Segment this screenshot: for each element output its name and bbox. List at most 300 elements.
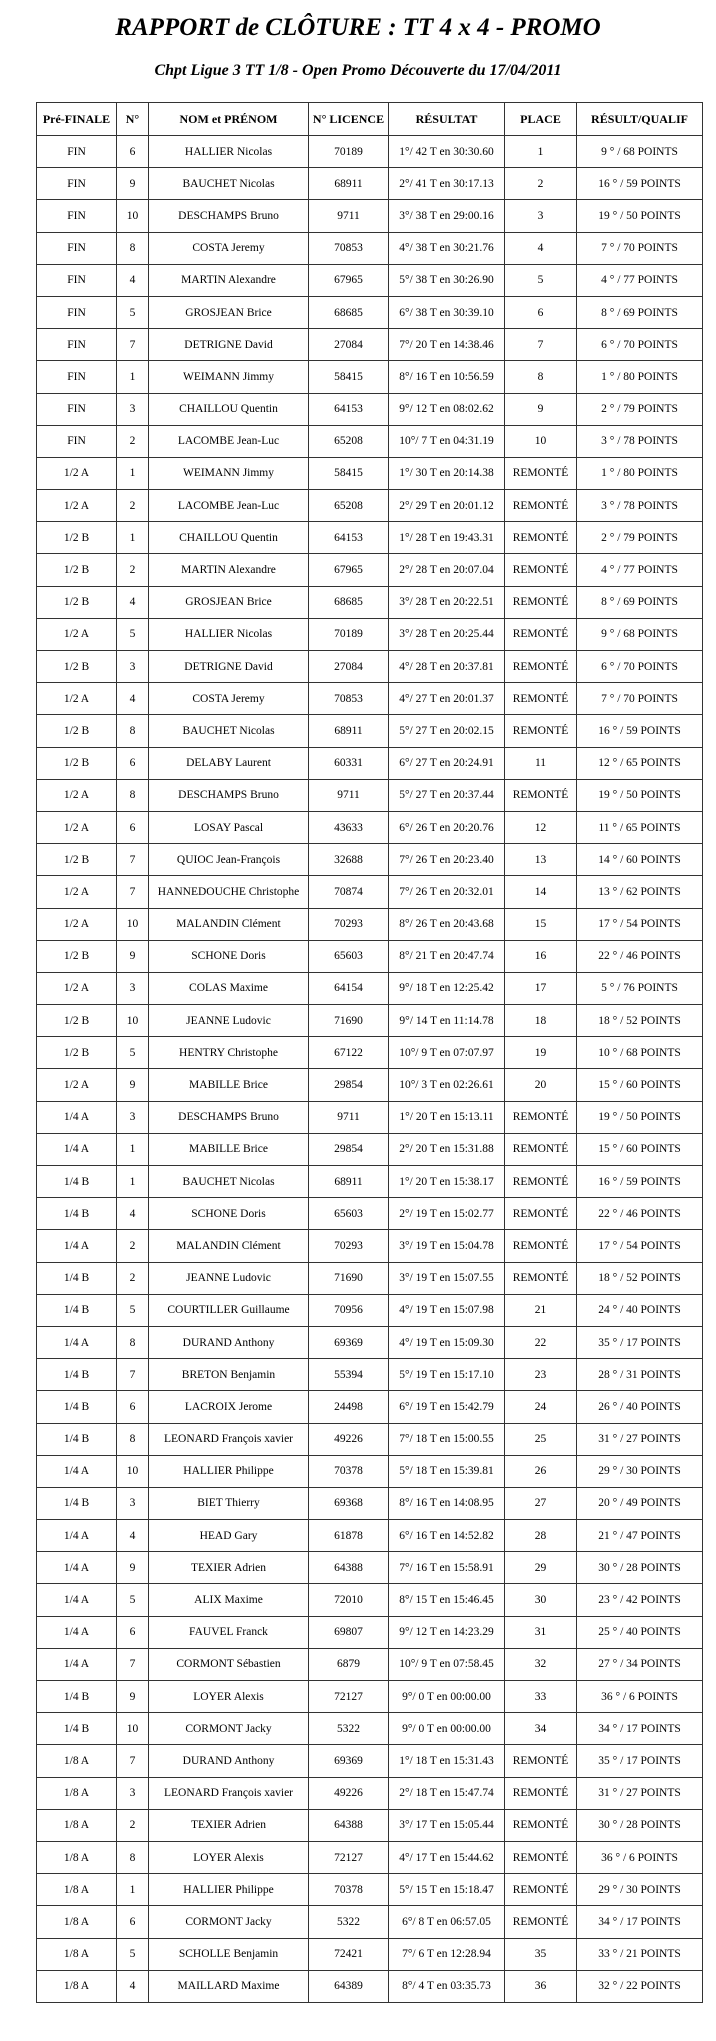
cell-prefinale: 1/4 B — [37, 1681, 117, 1713]
cell-licence: 32688 — [309, 844, 389, 876]
cell-nom-prenom: SCHOLLE Benjamin — [149, 1938, 309, 1970]
cell-resultat: 4°/ 28 T en 20:37.81 — [389, 651, 505, 683]
cell-numero: 7 — [117, 1359, 149, 1391]
cell-prefinale: 1/2 B — [37, 586, 117, 618]
cell-result-qualif: 29 ° / 30 POINTS — [577, 1874, 703, 1906]
cell-place: 18 — [505, 1005, 577, 1037]
cell-nom-prenom: DESCHAMPS Bruno — [149, 779, 309, 811]
cell-prefinale: 1/2 B — [37, 715, 117, 747]
cell-result-qualif: 36 ° / 6 POINTS — [577, 1841, 703, 1873]
cell-prefinale: 1/2 B — [37, 1037, 117, 1069]
column-header-prefinale: Pré-FINALE — [37, 103, 117, 136]
cell-prefinale: FIN — [37, 264, 117, 296]
cell-result-qualif: 5 ° / 76 POINTS — [577, 972, 703, 1004]
cell-licence: 69369 — [309, 1326, 389, 1358]
cell-nom-prenom: CORMONT Jacky — [149, 1906, 309, 1938]
cell-nom-prenom: SCHONE Doris — [149, 940, 309, 972]
cell-licence: 64388 — [309, 1552, 389, 1584]
cell-place: 17 — [505, 972, 577, 1004]
cell-resultat: 7°/ 18 T en 15:00.55 — [389, 1423, 505, 1455]
cell-prefinale: 1/4 A — [37, 1552, 117, 1584]
cell-prefinale: 1/4 A — [37, 1616, 117, 1648]
cell-prefinale: 1/2 A — [37, 779, 117, 811]
cell-result-qualif: 16 ° / 59 POINTS — [577, 168, 703, 200]
cell-resultat: 6°/ 16 T en 14:52.82 — [389, 1520, 505, 1552]
cell-licence: 24498 — [309, 1391, 389, 1423]
cell-numero: 2 — [117, 1230, 149, 1262]
table-row — [37, 1648, 703, 1680]
cell-resultat: 2°/ 19 T en 15:02.77 — [389, 1198, 505, 1230]
cell-resultat: 8°/ 16 T en 14:08.95 — [389, 1487, 505, 1519]
cell-result-qualif: 15 ° / 60 POINTS — [577, 1069, 703, 1101]
cell-place: REMONTÉ — [505, 1133, 577, 1165]
column-header-licence: N° LICENCE — [309, 103, 389, 136]
cell-prefinale: 1/8 A — [37, 1745, 117, 1777]
cell-resultat: 8°/ 15 T en 15:46.45 — [389, 1584, 505, 1616]
cell-numero: 7 — [117, 876, 149, 908]
cell-prefinale: 1/2 A — [37, 457, 117, 489]
cell-resultat: 8°/ 16 T en 10:56.59 — [389, 361, 505, 393]
table-row — [37, 1938, 703, 1970]
cell-place: 14 — [505, 876, 577, 908]
cell-nom-prenom: DURAND Anthony — [149, 1745, 309, 1777]
cell-place: 9 — [505, 393, 577, 425]
cell-nom-prenom: LOYER Alexis — [149, 1681, 309, 1713]
cell-nom-prenom: CORMONT Sébastien — [149, 1648, 309, 1680]
cell-place: REMONTÉ — [505, 554, 577, 586]
cell-result-qualif: 3 ° / 78 POINTS — [577, 425, 703, 457]
cell-licence: 5322 — [309, 1713, 389, 1745]
cell-nom-prenom: MALANDIN Clément — [149, 1230, 309, 1262]
cell-prefinale: 1/4 A — [37, 1520, 117, 1552]
cell-result-qualif: 18 ° / 52 POINTS — [577, 1005, 703, 1037]
cell-nom-prenom: LEONARD François xavier — [149, 1777, 309, 1809]
cell-prefinale: 1/2 A — [37, 811, 117, 843]
cell-numero: 2 — [117, 554, 149, 586]
cell-resultat: 4°/ 38 T en 30:21.76 — [389, 232, 505, 264]
cell-result-qualif: 26 ° / 40 POINTS — [577, 1391, 703, 1423]
cell-resultat: 4°/ 19 T en 15:09.30 — [389, 1326, 505, 1358]
cell-licence: 55394 — [309, 1359, 389, 1391]
cell-numero: 5 — [117, 1938, 149, 1970]
cell-licence: 60331 — [309, 747, 389, 779]
cell-place: 27 — [505, 1487, 577, 1519]
table-row — [37, 940, 703, 972]
cell-nom-prenom: COLAS Maxime — [149, 972, 309, 1004]
table-row — [37, 908, 703, 940]
cell-nom-prenom: ALIX Maxime — [149, 1584, 309, 1616]
cell-nom-prenom: DESCHAMPS Bruno — [149, 1101, 309, 1133]
cell-result-qualif: 13 ° / 62 POINTS — [577, 876, 703, 908]
cell-resultat: 1°/ 20 T en 15:13.11 — [389, 1101, 505, 1133]
cell-resultat: 4°/ 17 T en 15:44.62 — [389, 1841, 505, 1873]
cell-prefinale: FIN — [37, 329, 117, 361]
table-row — [37, 1101, 703, 1133]
cell-nom-prenom: HALLIER Philippe — [149, 1874, 309, 1906]
cell-numero: 1 — [117, 1133, 149, 1165]
cell-resultat: 4°/ 19 T en 15:07.98 — [389, 1294, 505, 1326]
cell-nom-prenom: LEONARD François xavier — [149, 1423, 309, 1455]
cell-nom-prenom: DESCHAMPS Bruno — [149, 200, 309, 232]
cell-result-qualif: 29 ° / 30 POINTS — [577, 1455, 703, 1487]
cell-place: 13 — [505, 844, 577, 876]
cell-numero: 4 — [117, 586, 149, 618]
cell-place: 34 — [505, 1713, 577, 1745]
cell-resultat: 6°/ 19 T en 15:42.79 — [389, 1391, 505, 1423]
cell-nom-prenom: HALLIER Philippe — [149, 1455, 309, 1487]
cell-resultat: 3°/ 28 T en 20:25.44 — [389, 618, 505, 650]
cell-resultat: 5°/ 38 T en 30:26.90 — [389, 264, 505, 296]
cell-result-qualif: 25 ° / 40 POINTS — [577, 1616, 703, 1648]
cell-numero: 6 — [117, 1391, 149, 1423]
cell-result-qualif: 2 ° / 79 POINTS — [577, 393, 703, 425]
cell-nom-prenom: CORMONT Jacky — [149, 1713, 309, 1745]
cell-prefinale: FIN — [37, 296, 117, 328]
cell-place: REMONTÉ — [505, 1841, 577, 1873]
cell-place: 33 — [505, 1681, 577, 1713]
cell-numero: 3 — [117, 393, 149, 425]
cell-resultat: 1°/ 30 T en 20:14.38 — [389, 457, 505, 489]
cell-result-qualif: 16 ° / 59 POINTS — [577, 1166, 703, 1198]
cell-licence: 69368 — [309, 1487, 389, 1519]
table-row — [37, 972, 703, 1004]
table-row — [37, 1777, 703, 1809]
cell-result-qualif: 23 ° / 42 POINTS — [577, 1584, 703, 1616]
cell-resultat: 3°/ 28 T en 20:22.51 — [389, 586, 505, 618]
cell-numero: 5 — [117, 296, 149, 328]
cell-result-qualif: 33 ° / 21 POINTS — [577, 1938, 703, 1970]
cell-nom-prenom: QUIOC Jean-François — [149, 844, 309, 876]
cell-result-qualif: 28 ° / 31 POINTS — [577, 1359, 703, 1391]
cell-licence: 9711 — [309, 1101, 389, 1133]
cell-numero: 6 — [117, 811, 149, 843]
table-row — [37, 1005, 703, 1037]
cell-nom-prenom: CHAILLOU Quentin — [149, 522, 309, 554]
cell-numero: 10 — [117, 1713, 149, 1745]
cell-licence: 64153 — [309, 393, 389, 425]
cell-place: REMONTÉ — [505, 1745, 577, 1777]
table-row — [37, 425, 703, 457]
cell-nom-prenom: LACROIX Jerome — [149, 1391, 309, 1423]
cell-resultat: 9°/ 14 T en 11:14.78 — [389, 1005, 505, 1037]
cell-licence: 71690 — [309, 1005, 389, 1037]
table-row — [37, 586, 703, 618]
cell-resultat: 6°/ 8 T en 06:57.05 — [389, 1906, 505, 1938]
cell-licence: 70293 — [309, 1230, 389, 1262]
cell-numero: 4 — [117, 264, 149, 296]
cell-numero: 8 — [117, 779, 149, 811]
cell-licence: 5322 — [309, 1906, 389, 1938]
cell-numero: 3 — [117, 1101, 149, 1133]
cell-result-qualif: 19 ° / 50 POINTS — [577, 779, 703, 811]
cell-licence: 70378 — [309, 1455, 389, 1487]
table-row — [37, 618, 703, 650]
cell-prefinale: 1/2 B — [37, 747, 117, 779]
cell-numero: 9 — [117, 1552, 149, 1584]
cell-resultat: 7°/ 26 T en 20:32.01 — [389, 876, 505, 908]
cell-numero: 8 — [117, 232, 149, 264]
cell-prefinale: 1/4 B — [37, 1262, 117, 1294]
cell-result-qualif: 36 ° / 6 POINTS — [577, 1681, 703, 1713]
table-row — [37, 683, 703, 715]
table-row — [37, 844, 703, 876]
cell-prefinale: 1/2 A — [37, 1069, 117, 1101]
cell-place: 3 — [505, 200, 577, 232]
cell-nom-prenom: HANNEDOUCHE Christophe — [149, 876, 309, 908]
cell-result-qualif: 20 ° / 49 POINTS — [577, 1487, 703, 1519]
cell-numero: 9 — [117, 1069, 149, 1101]
cell-resultat: 6°/ 27 T en 20:24.91 — [389, 747, 505, 779]
cell-nom-prenom: COSTA Jeremy — [149, 232, 309, 264]
column-header-result-qualif: RÉSULT/QUALIF — [577, 103, 703, 136]
cell-resultat: 8°/ 4 T en 03:35.73 — [389, 1970, 505, 2002]
column-header-resultat: RÉSULTAT — [389, 103, 505, 136]
cell-resultat: 9°/ 18 T en 12:25.42 — [389, 972, 505, 1004]
cell-resultat: 2°/ 29 T en 20:01.12 — [389, 490, 505, 522]
cell-nom-prenom: BAUCHET Nicolas — [149, 168, 309, 200]
cell-result-qualif: 16 ° / 59 POINTS — [577, 715, 703, 747]
cell-licence: 49226 — [309, 1423, 389, 1455]
cell-result-qualif: 24 ° / 40 POINTS — [577, 1294, 703, 1326]
cell-nom-prenom: JEANNE Ludovic — [149, 1262, 309, 1294]
cell-numero: 4 — [117, 1520, 149, 1552]
cell-place: 26 — [505, 1455, 577, 1487]
cell-numero: 6 — [117, 1616, 149, 1648]
table-row — [37, 1745, 703, 1777]
cell-licence: 72010 — [309, 1584, 389, 1616]
cell-result-qualif: 9 ° / 68 POINTS — [577, 618, 703, 650]
table-row — [37, 1294, 703, 1326]
cell-prefinale: 1/4 B — [37, 1166, 117, 1198]
cell-resultat: 6°/ 26 T en 20:20.76 — [389, 811, 505, 843]
cell-result-qualif: 34 ° / 17 POINTS — [577, 1906, 703, 1938]
cell-nom-prenom: BAUCHET Nicolas — [149, 1166, 309, 1198]
cell-nom-prenom: BRETON Benjamin — [149, 1359, 309, 1391]
cell-nom-prenom: JEANNE Ludovic — [149, 1005, 309, 1037]
cell-resultat: 9°/ 0 T en 00:00.00 — [389, 1681, 505, 1713]
cell-nom-prenom: MALANDIN Clément — [149, 908, 309, 940]
cell-licence: 64154 — [309, 972, 389, 1004]
cell-result-qualif: 22 ° / 46 POINTS — [577, 1198, 703, 1230]
cell-licence: 70293 — [309, 908, 389, 940]
cell-nom-prenom: COSTA Jeremy — [149, 683, 309, 715]
cell-numero: 10 — [117, 1005, 149, 1037]
cell-resultat: 6°/ 38 T en 30:39.10 — [389, 296, 505, 328]
cell-prefinale: 1/8 A — [37, 1970, 117, 2002]
cell-prefinale: FIN — [37, 200, 117, 232]
cell-prefinale: 1/2 B — [37, 651, 117, 683]
table-row — [37, 1069, 703, 1101]
cell-resultat: 9°/ 0 T en 00:00.00 — [389, 1713, 505, 1745]
cell-numero: 2 — [117, 490, 149, 522]
cell-prefinale: 1/2 B — [37, 940, 117, 972]
cell-prefinale: FIN — [37, 425, 117, 457]
cell-result-qualif: 4 ° / 77 POINTS — [577, 554, 703, 586]
cell-place: 15 — [505, 908, 577, 940]
cell-numero: 1 — [117, 522, 149, 554]
cell-place: REMONTÉ — [505, 651, 577, 683]
column-header-place: PLACE — [505, 103, 577, 136]
cell-resultat: 2°/ 28 T en 20:07.04 — [389, 554, 505, 586]
cell-prefinale: 1/4 A — [37, 1584, 117, 1616]
cell-place: 6 — [505, 296, 577, 328]
cell-numero: 2 — [117, 1809, 149, 1841]
cell-numero: 7 — [117, 1745, 149, 1777]
cell-prefinale: 1/2 A — [37, 908, 117, 940]
cell-numero: 5 — [117, 618, 149, 650]
cell-licence: 29854 — [309, 1133, 389, 1165]
cell-result-qualif: 17 ° / 54 POINTS — [577, 908, 703, 940]
cell-numero: 8 — [117, 715, 149, 747]
cell-numero: 6 — [117, 747, 149, 779]
table-row — [37, 1423, 703, 1455]
cell-place: 22 — [505, 1326, 577, 1358]
cell-nom-prenom: HALLIER Nicolas — [149, 618, 309, 650]
table-row — [37, 393, 703, 425]
table-row — [37, 1584, 703, 1616]
table-body — [37, 136, 703, 2003]
cell-resultat: 7°/ 20 T en 14:38.46 — [389, 329, 505, 361]
cell-result-qualif: 7 ° / 70 POINTS — [577, 232, 703, 264]
cell-prefinale: 1/2 A — [37, 876, 117, 908]
cell-result-qualif: 22 ° / 46 POINTS — [577, 940, 703, 972]
table-row — [37, 747, 703, 779]
cell-nom-prenom: DURAND Anthony — [149, 1326, 309, 1358]
cell-result-qualif: 10 ° / 68 POINTS — [577, 1037, 703, 1069]
table-row — [37, 522, 703, 554]
cell-numero: 7 — [117, 844, 149, 876]
cell-licence: 65208 — [309, 490, 389, 522]
table-row — [37, 329, 703, 361]
table-row — [37, 1841, 703, 1873]
cell-resultat: 5°/ 15 T en 15:18.47 — [389, 1874, 505, 1906]
cell-place: 19 — [505, 1037, 577, 1069]
cell-result-qualif: 8 ° / 69 POINTS — [577, 296, 703, 328]
cell-numero: 5 — [117, 1294, 149, 1326]
cell-licence: 72421 — [309, 1938, 389, 1970]
cell-nom-prenom: GROSJEAN Brice — [149, 586, 309, 618]
cell-result-qualif: 3 ° / 78 POINTS — [577, 490, 703, 522]
cell-numero: 4 — [117, 1970, 149, 2002]
cell-prefinale: 1/8 A — [37, 1841, 117, 1873]
cell-prefinale: 1/2 B — [37, 844, 117, 876]
cell-result-qualif: 27 ° / 34 POINTS — [577, 1648, 703, 1680]
cell-licence: 70853 — [309, 232, 389, 264]
table-row — [37, 490, 703, 522]
cell-place: 20 — [505, 1069, 577, 1101]
cell-place: REMONTÉ — [505, 1874, 577, 1906]
cell-resultat: 9°/ 12 T en 14:23.29 — [389, 1616, 505, 1648]
cell-place: REMONTÉ — [505, 1262, 577, 1294]
table-row — [37, 1713, 703, 1745]
cell-licence: 70189 — [309, 136, 389, 168]
cell-result-qualif: 6 ° / 70 POINTS — [577, 329, 703, 361]
cell-prefinale: 1/2 A — [37, 683, 117, 715]
cell-prefinale: 1/4 B — [37, 1294, 117, 1326]
cell-licence: 64388 — [309, 1809, 389, 1841]
cell-place: REMONTÉ — [505, 618, 577, 650]
cell-nom-prenom: HALLIER Nicolas — [149, 136, 309, 168]
cell-place: 30 — [505, 1584, 577, 1616]
cell-result-qualif: 2 ° / 79 POINTS — [577, 522, 703, 554]
table-row — [37, 1809, 703, 1841]
table-row — [37, 1359, 703, 1391]
cell-licence: 9711 — [309, 200, 389, 232]
cell-nom-prenom: DELABY Laurent — [149, 747, 309, 779]
cell-result-qualif: 4 ° / 77 POINTS — [577, 264, 703, 296]
cell-place: REMONTÉ — [505, 586, 577, 618]
table-row — [37, 554, 703, 586]
table-row — [37, 811, 703, 843]
cell-prefinale: FIN — [37, 393, 117, 425]
cell-licence: 70874 — [309, 876, 389, 908]
table-row — [37, 232, 703, 264]
cell-licence: 72127 — [309, 1681, 389, 1713]
table-row — [37, 1616, 703, 1648]
cell-prefinale: 1/4 B — [37, 1391, 117, 1423]
cell-nom-prenom: FAUVEL Franck — [149, 1616, 309, 1648]
cell-place: 12 — [505, 811, 577, 843]
cell-nom-prenom: LACOMBE Jean-Luc — [149, 425, 309, 457]
cell-place: REMONTÉ — [505, 1230, 577, 1262]
cell-nom-prenom: LOYER Alexis — [149, 1841, 309, 1873]
table-row — [37, 651, 703, 683]
cell-licence: 68685 — [309, 296, 389, 328]
cell-numero: 8 — [117, 1326, 149, 1358]
cell-resultat: 10°/ 9 T en 07:58.45 — [389, 1648, 505, 1680]
cell-nom-prenom: TEXIER Adrien — [149, 1552, 309, 1584]
cell-prefinale: 1/8 A — [37, 1809, 117, 1841]
cell-resultat: 3°/ 19 T en 15:04.78 — [389, 1230, 505, 1262]
cell-nom-prenom: MAILLARD Maxime — [149, 1970, 309, 2002]
cell-result-qualif: 18 ° / 52 POINTS — [577, 1262, 703, 1294]
cell-resultat: 8°/ 26 T en 20:43.68 — [389, 908, 505, 940]
table-row — [37, 1906, 703, 1938]
cell-numero: 2 — [117, 1262, 149, 1294]
cell-resultat: 1°/ 18 T en 15:31.43 — [389, 1745, 505, 1777]
cell-place: REMONTÉ — [505, 457, 577, 489]
cell-resultat: 10°/ 7 T en 04:31.19 — [389, 425, 505, 457]
cell-prefinale: FIN — [37, 168, 117, 200]
cell-result-qualif: 32 ° / 22 POINTS — [577, 1970, 703, 2002]
table-row — [37, 1133, 703, 1165]
table-row — [37, 1455, 703, 1487]
cell-prefinale: 1/2 B — [37, 522, 117, 554]
cell-numero: 1 — [117, 1874, 149, 1906]
cell-place: REMONTÉ — [505, 779, 577, 811]
cell-licence: 58415 — [309, 361, 389, 393]
cell-prefinale: 1/2 A — [37, 490, 117, 522]
table-row — [37, 1681, 703, 1713]
cell-resultat: 3°/ 19 T en 15:07.55 — [389, 1262, 505, 1294]
cell-numero: 7 — [117, 329, 149, 361]
cell-nom-prenom: HEAD Gary — [149, 1520, 309, 1552]
cell-place: 2 — [505, 168, 577, 200]
cell-resultat: 7°/ 6 T en 12:28.94 — [389, 1938, 505, 1970]
cell-numero: 1 — [117, 361, 149, 393]
cell-licence: 70956 — [309, 1294, 389, 1326]
cell-place: REMONTÉ — [505, 1809, 577, 1841]
cell-place: 16 — [505, 940, 577, 972]
cell-licence: 65603 — [309, 1198, 389, 1230]
cell-resultat: 8°/ 21 T en 20:47.74 — [389, 940, 505, 972]
cell-numero: 4 — [117, 1198, 149, 1230]
cell-licence: 9711 — [309, 779, 389, 811]
cell-resultat: 10°/ 9 T en 07:07.97 — [389, 1037, 505, 1069]
cell-resultat: 7°/ 16 T en 15:58.91 — [389, 1552, 505, 1584]
cell-place: 25 — [505, 1423, 577, 1455]
cell-licence: 72127 — [309, 1841, 389, 1873]
